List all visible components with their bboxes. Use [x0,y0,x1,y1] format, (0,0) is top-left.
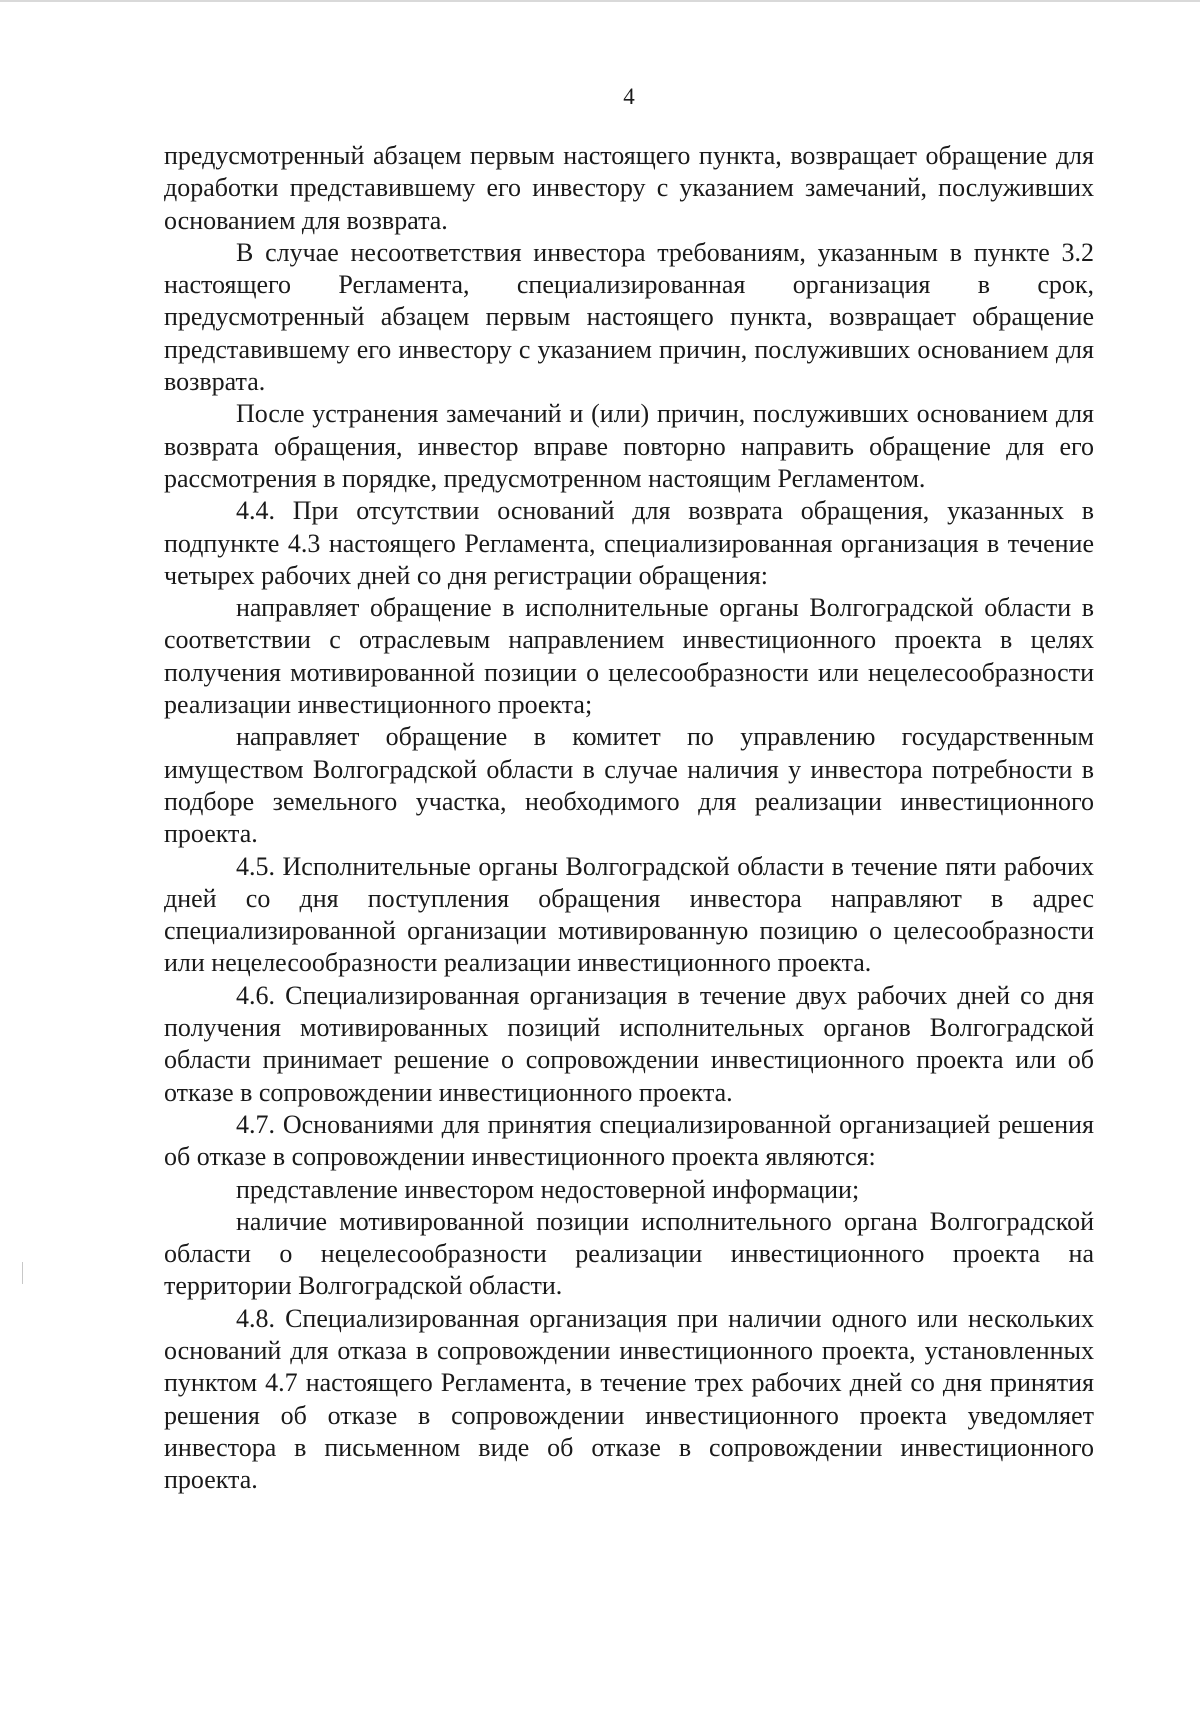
paragraph-investor-mismatch: В случае несоответствия инвестора требованиям, указанным в пункте 3.2 настоящего Регламента, специализированная организация в срок, предусмотренный абзацем первым настоящего пункта, возвращает обращение представившему его инвестору с указанием причин, послуживших основанием для возврата. [164,237,1094,397]
paragraph-send-to-property-committee: направляет обращение в комитет по управлению государственным имуществом Волгоградской области в случае наличия у инвестора потребности в подборе земельного участка, необходимого для реализации инвестиционного проекта. [164,722,1094,849]
page-number: 4 [623,84,635,109]
paragraph-clause-4-5: 4.5. Исполнительные органы Волгоградской области в течение пяти рабочих дней со дня поступления обращения инвестора направляют в адрес специализированной организации мотивированную позицию о целесообразности или нецелесообразности реализации инвестиционного проекта. [164,851,1094,978]
scan-artifact-mark [22,1262,23,1284]
paragraph-negative-position: наличие мотивированной позиции исполнительного органа Волгоградской области о нецелесообразности реализации инвестиционного проекта на территории Волгоградской области. [164,1206,1094,1301]
scan-top-edge [0,0,1200,2]
paragraph-resubmission: После устранения замечаний и (или) причин, послуживших основанием для возврата обращения, инвестор вправе повторно направить обращение для его рассмотрения в порядке, предусмотренном настоящим Регламентом. [164,399,1094,493]
paragraph-send-to-executive-bodies: направляет обращение в исполнительные органы Волгоградской области в соответствии с отраслевым направлением инвестиционного проекта в целях получения мотивированной позиции о целесообразности или нецелесообразности реализации инвестиционного проекта; [164,593,1094,720]
paragraph-continuation: предусмотренный абзацем первым настоящего пункта, возвращает обращение для доработки представившему его инвестору с указанием замечаний, послуживших основанием для возврата. [164,141,1094,235]
paragraph-false-information: представление инвестором недостоверной информации; [236,1174,860,1204]
paragraph-clause-4-7: 4.7. Основаниями для принятия специализированной организацией решения об отказе в сопровождении инвестиционного проекта являются: [164,1109,1094,1172]
paragraph-clause-4-8: 4.8. Специализированная организация при наличии одного или нескольких оснований для отказа в сопровождении инвестиционного проекта, установленных пунктом 4.7 настоящего Регламента, в течение трех рабочих дней со дня принятия решения об отказе в сопровождении инвестиционного проекта уведомляет инвестора в письменном виде об отказе в сопровождении инвестиционного проекта. [164,1303,1094,1495]
paragraph-clause-4-6: 4.6. Специализированная организация в течение двух рабочих дней со дня получения мотивированных позиций исполнительных органов Волгоградской области принимает решение о сопровождении инвестиционного проекта или об отказе в сопровождении инвестиционного проекта. [164,980,1094,1107]
document-body [164,140,1094,1496]
paragraph-clause-4-4: 4.4. При отсутствии оснований для возврата обращения, указанных в подпункте 4.3 настоящего Регламента, специализированная организация в течение четырех рабочих дней со дня регистрации обращения: [164,496,1094,590]
